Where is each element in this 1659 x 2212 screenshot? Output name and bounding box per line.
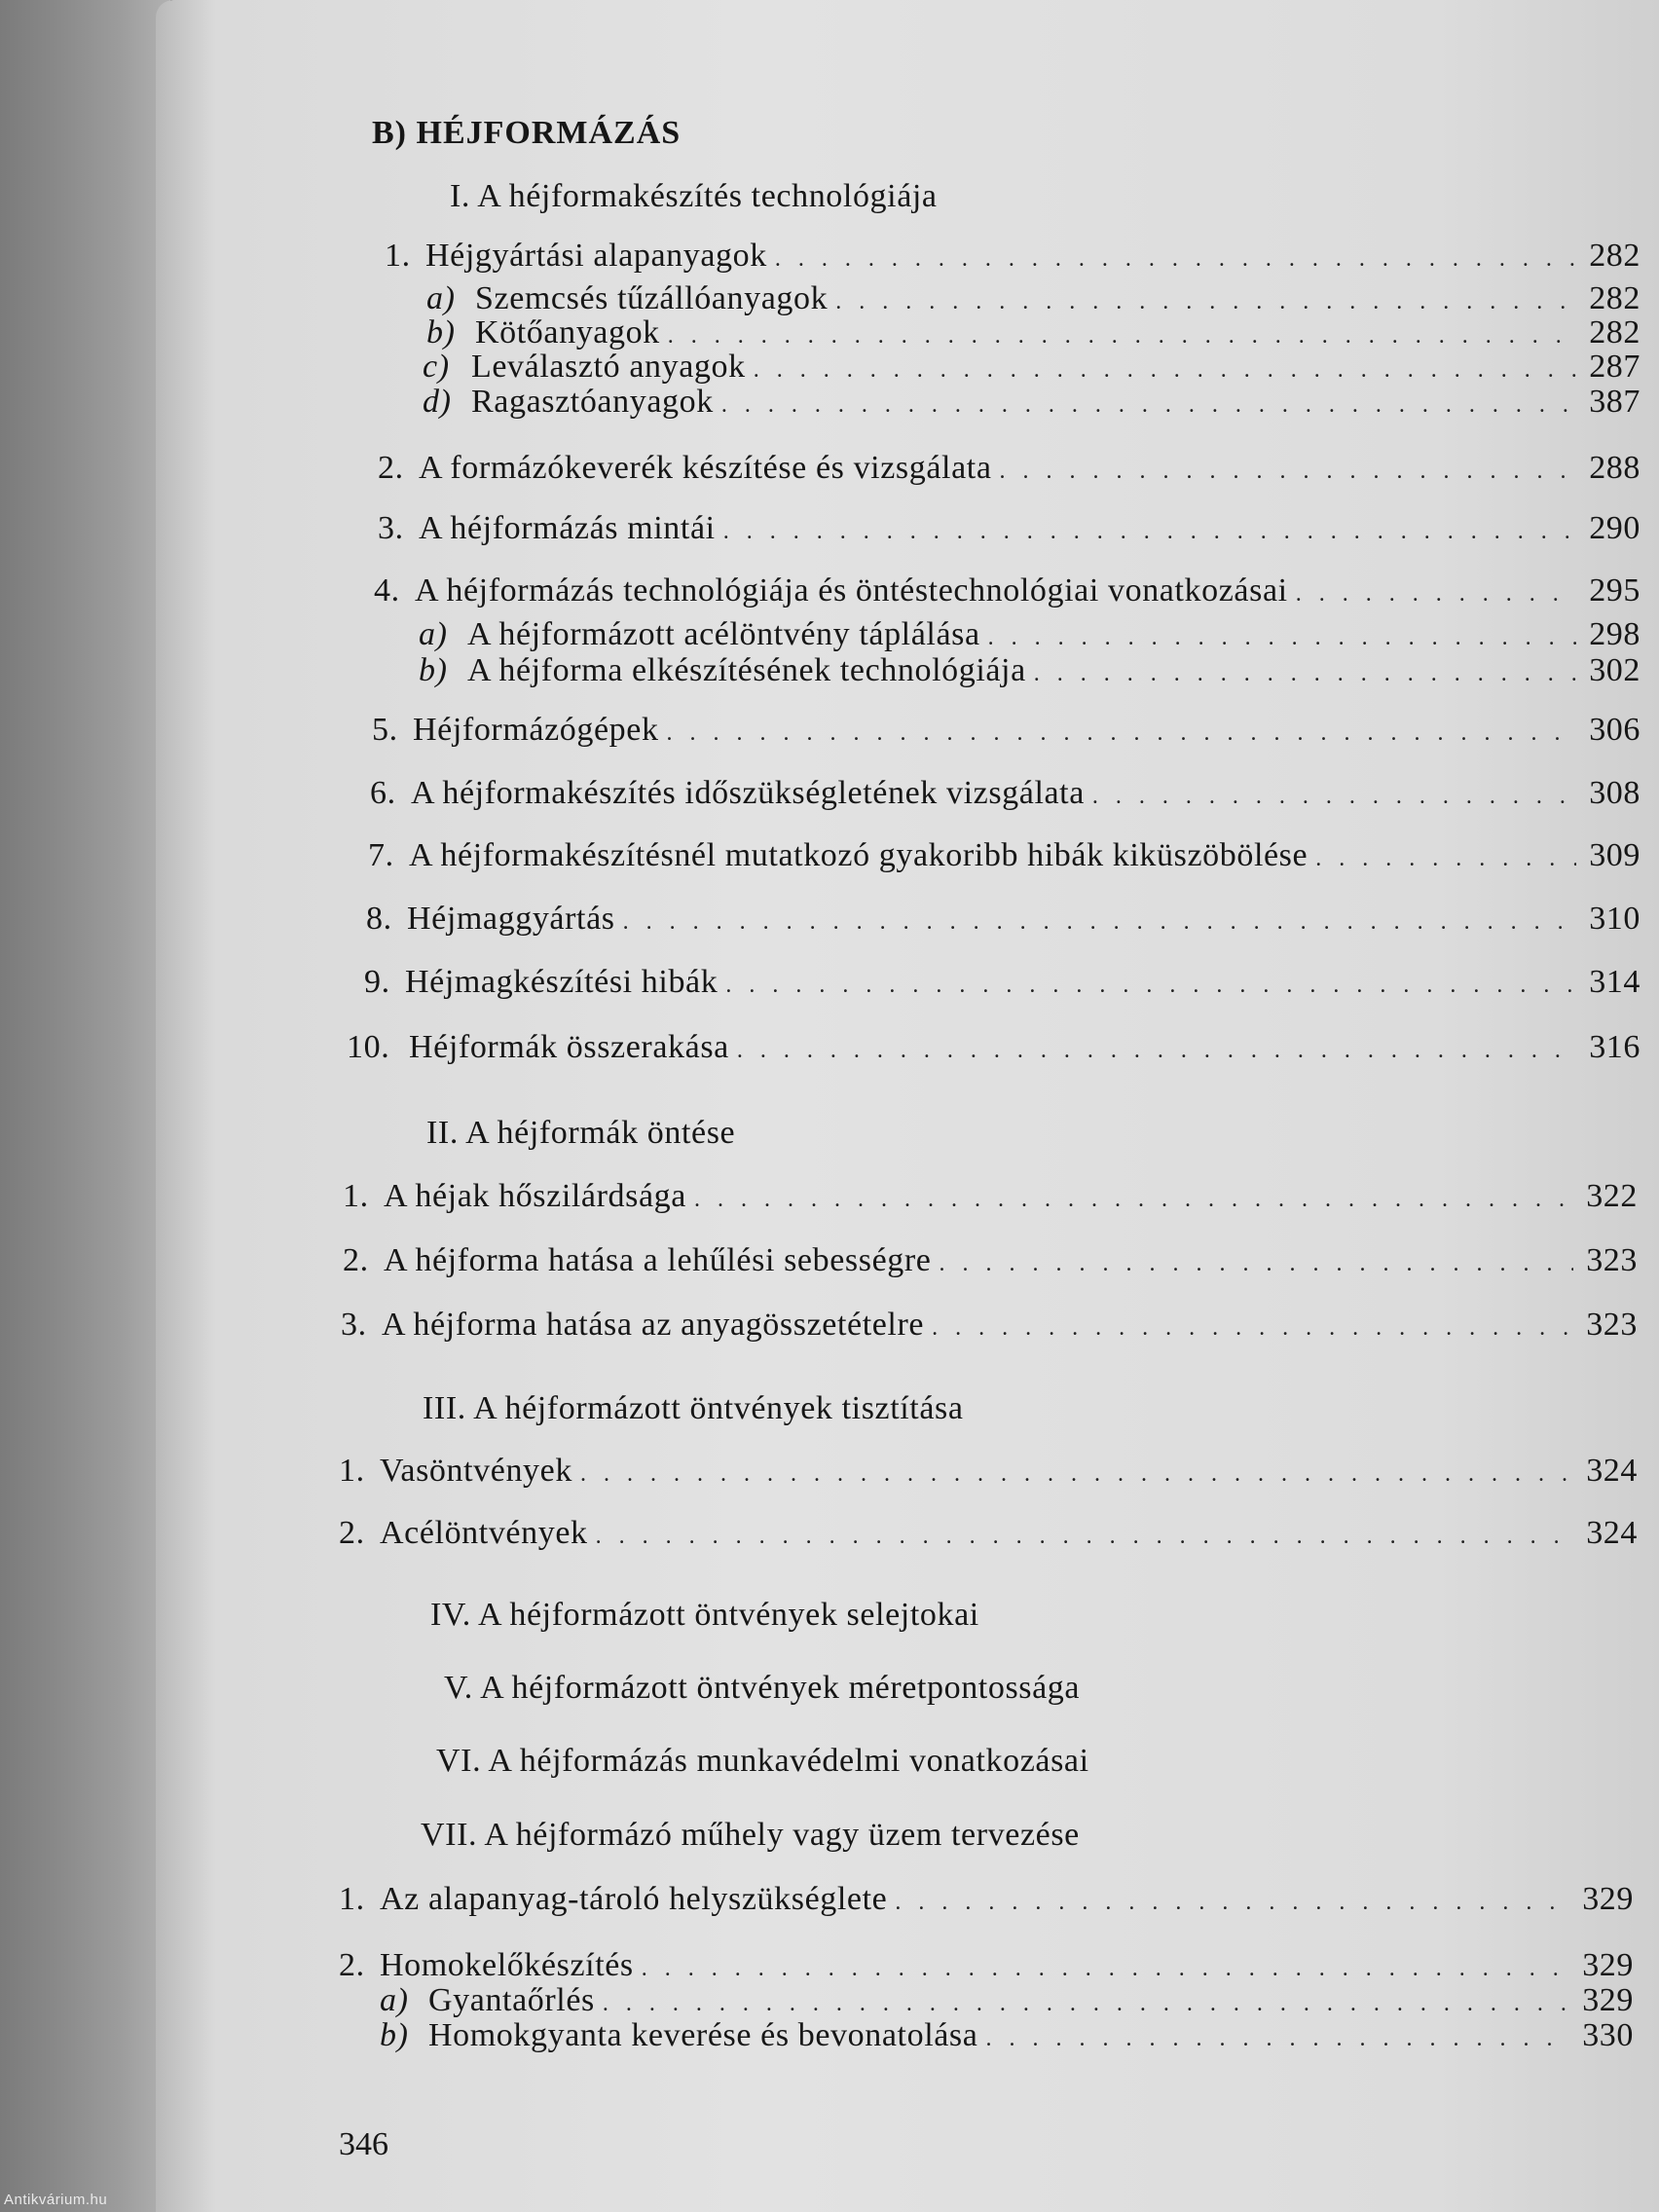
section-title-4: IV. A héjformázott öntvények selejtokai (430, 1597, 979, 1633)
entry-title: A héjforma hatása a lehűlési sebességre (384, 1242, 932, 1278)
entry-subletter: b) (419, 652, 448, 688)
entry-page: 314 (1589, 964, 1641, 1000)
entry-number: 6. (370, 775, 396, 811)
section-title-6: VI. A héjformázás munkavédelmi vonatkozásai (436, 1743, 1089, 1779)
leader-dots (694, 1187, 1573, 1213)
book-spine (0, 0, 170, 2212)
leader-dots (623, 909, 1576, 936)
toc-entry[interactable] (339, 1947, 1634, 1984)
toc-entry[interactable] (378, 510, 1641, 547)
leader-dots (985, 2026, 1569, 2052)
entry-subletter: c) (423, 349, 450, 385)
toc-entry[interactable] (372, 712, 1641, 749)
toc-entry[interactable] (368, 837, 1641, 874)
entry-title: Szemcsés tűzállóanyagok (475, 280, 829, 316)
entry-number: 1. (339, 1453, 365, 1489)
leader-dots (725, 973, 1576, 999)
toc-entry[interactable] (380, 2017, 1634, 2054)
leader-dots (737, 1038, 1576, 1064)
entry-page: 324 (1586, 1453, 1638, 1489)
leader-dots (988, 625, 1576, 651)
section-title-3: III. A héjformázott öntvények tisztítása (423, 1390, 964, 1426)
entry-page: 282 (1589, 314, 1641, 350)
toc-entry[interactable] (366, 901, 1641, 938)
toc-entry[interactable] (343, 1242, 1638, 1279)
leader-dots (667, 720, 1576, 747)
entry-number: 3. (341, 1307, 367, 1343)
entry-title: Héjgyártási alapanyagok (425, 238, 767, 274)
toc-entry[interactable] (339, 1515, 1638, 1552)
entry-page: 324 (1586, 1515, 1638, 1551)
entry-number: 5. (372, 712, 398, 748)
entry-title: Homokgyanta keverése és bevonatolása (428, 2017, 978, 2053)
leader-dots (1092, 784, 1576, 810)
entry-title: Acélöntvények (380, 1515, 588, 1551)
leader-dots (895, 1890, 1569, 1916)
entry-number: 7. (368, 837, 394, 873)
entry-title: A héjformázás technológiája és öntéstechnológiai vonatkozásai (415, 572, 1288, 608)
leader-dots (596, 1524, 1573, 1550)
leader-dots (754, 357, 1576, 384)
section-title-2: II. A héjformák öntése (426, 1115, 736, 1151)
leader-dots (1000, 459, 1576, 485)
toc-entry[interactable] (370, 775, 1641, 812)
entry-number: 10. (347, 1029, 390, 1065)
leader-dots (932, 1315, 1573, 1342)
toc-entry[interactable] (343, 1178, 1638, 1215)
toc-entry[interactable] (341, 1307, 1638, 1344)
entry-page: 330 (1582, 2017, 1634, 2053)
entry-page: 290 (1589, 510, 1641, 546)
leader-dots (1315, 846, 1576, 872)
entry-subletter: b) (380, 2017, 409, 2053)
toc-entry[interactable] (423, 384, 1641, 421)
entry-number: 3. (378, 510, 404, 546)
watermark-label: Antikvárium.hu (4, 2192, 108, 2208)
entry-page: 309 (1589, 837, 1641, 873)
entry-subletter: d) (423, 384, 452, 420)
entry-title: Héjformázógépek (413, 712, 659, 748)
entry-title: A héjforma elkészítésének technológiája (467, 652, 1026, 688)
entry-title: Leválasztó anyagok (471, 349, 746, 385)
entry-page: 387 (1589, 384, 1641, 420)
section-title-5: V. A héjformázott öntvények méretpontossága (444, 1670, 1081, 1706)
chapter-heading: B) HÉJFORMÁZÁS (372, 115, 682, 151)
entry-title: Az alapanyag-tároló helyszükséglete (380, 1881, 888, 1917)
entry-number: 2. (378, 450, 404, 486)
entry-page: 329 (1582, 1982, 1634, 2018)
entry-title: A formázókeverék készítése és vizsgálata (419, 450, 992, 486)
entry-title: Héjmagkészítési hibák (405, 964, 719, 1000)
leader-dots (1034, 661, 1576, 687)
entry-number: 4. (374, 572, 400, 608)
entry-page: 306 (1589, 712, 1641, 748)
entry-page: 282 (1589, 238, 1641, 274)
leader-dots (835, 289, 1576, 315)
entry-page: 316 (1589, 1029, 1641, 1065)
toc-entry[interactable] (374, 572, 1641, 609)
leader-dots (775, 246, 1576, 273)
leader-dots (668, 323, 1576, 350)
toc-entry[interactable] (385, 238, 1641, 275)
entry-title: Gyantaőrlés (428, 1982, 595, 2018)
entry-title: Vasöntvények (380, 1453, 572, 1489)
entry-number: 2. (339, 1515, 365, 1551)
entry-title: A héjformázás mintái (419, 510, 716, 546)
toc-entry[interactable] (419, 652, 1641, 689)
toc-entry[interactable] (380, 1982, 1634, 2019)
entry-number: 2. (343, 1242, 369, 1278)
entry-page: 329 (1582, 1947, 1634, 1983)
toc-entry[interactable] (339, 1881, 1634, 1918)
section-title-1: I. A héjformakészítés technológiája (450, 178, 938, 214)
entry-page: 298 (1589, 616, 1641, 652)
entry-title: A héjformakészítésnél mutatkozó gyakoribb hibák kiküszöbölése (409, 837, 1309, 873)
entry-title: A héjak hőszilárdsága (384, 1178, 686, 1214)
entry-title: Héjformák összerakása (409, 1029, 729, 1065)
entry-page: 310 (1589, 901, 1641, 937)
leader-dots (603, 1991, 1569, 2017)
entry-page: 322 (1586, 1178, 1638, 1214)
entry-title: Héjmaggyártás (407, 901, 615, 937)
leader-dots (723, 519, 1576, 545)
entry-subletter: a) (380, 1982, 409, 2018)
leader-dots (642, 1956, 1569, 1982)
toc-entry[interactable] (364, 964, 1641, 1001)
toc-entry[interactable] (378, 450, 1641, 487)
entry-subletter: a) (426, 280, 456, 316)
toc-entry[interactable] (339, 1453, 1638, 1490)
entry-page: 323 (1586, 1307, 1638, 1343)
leader-dots (1296, 581, 1576, 608)
entry-subletter: a) (419, 616, 448, 652)
leader-dots (580, 1461, 1573, 1488)
entry-title: A héjforma hatása az anyagösszetételre (382, 1307, 925, 1343)
entry-number: 1. (343, 1178, 369, 1214)
entry-page: 295 (1589, 572, 1641, 608)
toc-entry[interactable] (423, 349, 1641, 386)
entry-title: Kötőanyagok (475, 314, 660, 350)
entry-subletter: b) (426, 314, 456, 350)
entry-number: 8. (366, 901, 392, 937)
page-number: 346 (339, 2126, 388, 2162)
leader-dots (939, 1251, 1573, 1277)
entry-number: 2. (339, 1947, 365, 1983)
entry-title: Ragasztóanyagok (471, 384, 714, 420)
toc-entry[interactable] (426, 280, 1641, 317)
entry-title: A héjformakészítés időszükségletének vizsgálata (411, 775, 1085, 811)
entry-page: 323 (1586, 1242, 1638, 1278)
entry-number: 9. (364, 964, 390, 1000)
toc-entry[interactable] (347, 1029, 1641, 1066)
section-title-7: VII. A héjformázó műhely vagy üzem tervezése (421, 1817, 1080, 1853)
entry-title: A héjformázott acélöntvény táplálása (467, 616, 980, 652)
entry-page: 282 (1589, 280, 1641, 316)
toc-entry[interactable] (419, 616, 1641, 653)
leader-dots (721, 392, 1576, 419)
entry-page: 288 (1589, 450, 1641, 486)
toc-entry[interactable] (426, 314, 1641, 351)
entry-page: 308 (1589, 775, 1641, 811)
entry-page: 287 (1589, 349, 1641, 385)
entry-number: 1. (339, 1881, 365, 1917)
entry-number: 1. (385, 238, 411, 274)
entry-page: 329 (1582, 1881, 1634, 1917)
entry-title: Homokelőkészítés (380, 1947, 634, 1983)
entry-page: 302 (1589, 652, 1641, 688)
